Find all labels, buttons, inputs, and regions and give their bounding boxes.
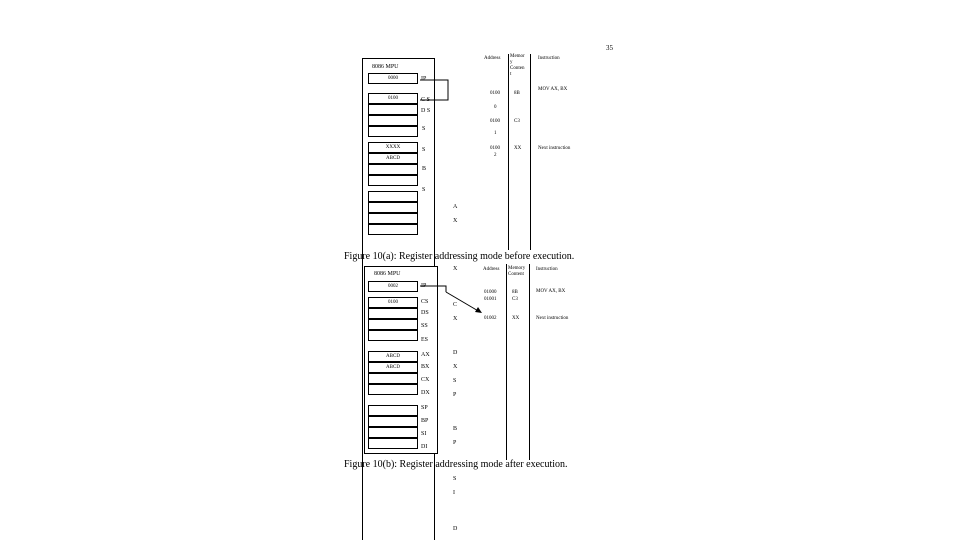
side-letter-10: B bbox=[453, 426, 458, 432]
memory-header-address-a: Address bbox=[484, 56, 501, 61]
register-ip-b: 0002 bbox=[368, 281, 418, 292]
mpu-title-b: 8086 MPU bbox=[374, 271, 401, 277]
memory-header-content-a-1: Memor bbox=[510, 54, 525, 59]
mem-a-row1-content: 8B bbox=[514, 91, 520, 96]
mem-a-row2-address-tail: 1 bbox=[494, 131, 497, 136]
mem-a-row1-address: 0100 bbox=[490, 91, 500, 96]
register-bp-a bbox=[368, 202, 418, 213]
mem-b-row2-content: C3 bbox=[512, 297, 518, 302]
label-ss-b: SS bbox=[421, 323, 428, 329]
memory-header-content-b-2: Content bbox=[508, 272, 524, 277]
memory-header-content-a-4: t bbox=[510, 72, 512, 77]
side-letter-1: A bbox=[453, 204, 458, 210]
side-letter-7: X bbox=[453, 364, 458, 370]
register-sp-b bbox=[368, 405, 418, 416]
mem-b-row2-address: 01001 bbox=[484, 297, 497, 302]
memory-col-right-a bbox=[530, 54, 531, 250]
side-letter-12: S bbox=[453, 476, 457, 482]
side-letter-6: D bbox=[453, 350, 458, 356]
mem-a-row2-address: 0100 bbox=[490, 119, 500, 124]
mem-a-row3-instruction: Next instruction bbox=[538, 146, 571, 151]
label-si-b: SI bbox=[421, 431, 427, 437]
side-letter-14: D bbox=[453, 526, 458, 532]
mem-b-row1-content: 8B bbox=[512, 290, 518, 295]
mpu-title-a: 8086 MPU bbox=[372, 64, 399, 70]
memory-header-instruction-b: Instruction bbox=[536, 267, 558, 272]
memory-col-right-b bbox=[529, 264, 530, 460]
register-dx-a bbox=[368, 175, 418, 186]
memory-header-instruction-a: Instruction bbox=[538, 56, 560, 61]
register-sp-a bbox=[368, 191, 418, 202]
side-letter-13: I bbox=[453, 490, 455, 496]
mem-a-row3-address: 0100 bbox=[490, 146, 500, 151]
caption-a: Figure 10(a): Register addressing mode before execution. bbox=[344, 251, 575, 262]
register-ss-a bbox=[368, 115, 418, 126]
register-dx-b bbox=[368, 384, 418, 395]
register-es-a bbox=[368, 126, 418, 137]
mem-b-row3-content: XX bbox=[512, 316, 520, 321]
register-bp-b bbox=[368, 416, 418, 427]
label-cx-b: CX bbox=[421, 377, 430, 383]
register-cx-b bbox=[368, 373, 418, 384]
label-es-b: ES bbox=[421, 337, 429, 343]
mem-a-row1-instruction: MOV AX, BX bbox=[538, 87, 568, 92]
memory-col-left-a bbox=[508, 54, 512, 250]
register-es-b bbox=[368, 330, 418, 341]
side-letter-3: X bbox=[453, 266, 458, 272]
register-si-a bbox=[368, 213, 418, 224]
register-ax-b: ABCD bbox=[368, 351, 418, 362]
label-bx-b: BX bbox=[421, 364, 430, 370]
label-ax-b: AX bbox=[421, 352, 430, 358]
label-b-a: B bbox=[422, 166, 427, 172]
register-cs-a: 0100 bbox=[368, 93, 418, 104]
label-ip-a: IP bbox=[421, 76, 427, 82]
mem-b-row1-instruction: MOV AX, BX bbox=[536, 289, 566, 294]
side-letter-11: P bbox=[453, 440, 457, 446]
mem-a-row1-address-tail: 0 bbox=[494, 105, 497, 110]
label-sp-b: SP bbox=[421, 405, 428, 411]
label-bp-b: BP bbox=[421, 418, 429, 424]
page-number: 35 bbox=[606, 44, 613, 52]
label-ip-b: IP bbox=[421, 283, 427, 289]
label-cs-b: CS bbox=[421, 299, 429, 305]
side-letter-9: P bbox=[453, 392, 457, 398]
label-ds-b: DS bbox=[421, 310, 429, 316]
register-cx-a bbox=[368, 164, 418, 175]
label-di-b: DI bbox=[421, 444, 428, 450]
register-ip-a: 0000 bbox=[368, 73, 418, 84]
label-cs-a: C S bbox=[421, 97, 430, 103]
register-ds-b bbox=[368, 308, 418, 319]
memory-header-content-b-1: Memory bbox=[508, 266, 526, 271]
register-si-b bbox=[368, 427, 418, 438]
label-s1-a: S bbox=[422, 126, 426, 132]
label-s2-a: S bbox=[422, 147, 426, 153]
mem-b-row1-address: 01000 bbox=[484, 290, 497, 295]
side-letter-4: C bbox=[453, 302, 458, 308]
mem-a-row3-content: XX bbox=[514, 146, 522, 151]
register-di-b bbox=[368, 438, 418, 449]
memory-header-content-a-2: y bbox=[510, 60, 513, 65]
memory-header-content-a-3: Conten bbox=[510, 66, 525, 71]
label-ds-a: D S bbox=[421, 108, 431, 114]
side-letter-8: S bbox=[453, 378, 457, 384]
side-letter-2: X bbox=[453, 218, 458, 224]
mem-a-row3-address-tail: 2 bbox=[494, 153, 497, 158]
register-bx-a: ABCD bbox=[368, 153, 418, 164]
mem-b-row3-instruction: Next instruction bbox=[536, 316, 569, 321]
mem-b-row3-address: 01002 bbox=[484, 316, 497, 321]
register-ds-a bbox=[368, 104, 418, 115]
mem-a-row2-content: C3 bbox=[514, 119, 520, 124]
label-s3-a: S bbox=[422, 187, 426, 193]
register-ax-a: XXXX bbox=[368, 142, 418, 153]
side-letter-5: X bbox=[453, 316, 458, 322]
caption-b: Figure 10(b): Register addressing mode after execution. bbox=[344, 459, 568, 470]
mpu-frame-top bbox=[362, 58, 435, 59]
register-di-a bbox=[368, 224, 418, 235]
label-dx-b: DX bbox=[421, 390, 430, 396]
memory-header-address-b: Address bbox=[483, 267, 500, 272]
memory-col-left-b bbox=[506, 264, 507, 460]
register-ss-b bbox=[368, 319, 418, 330]
register-bx-b: ABCD bbox=[368, 362, 418, 373]
register-cs-b: 0100 bbox=[368, 297, 418, 308]
